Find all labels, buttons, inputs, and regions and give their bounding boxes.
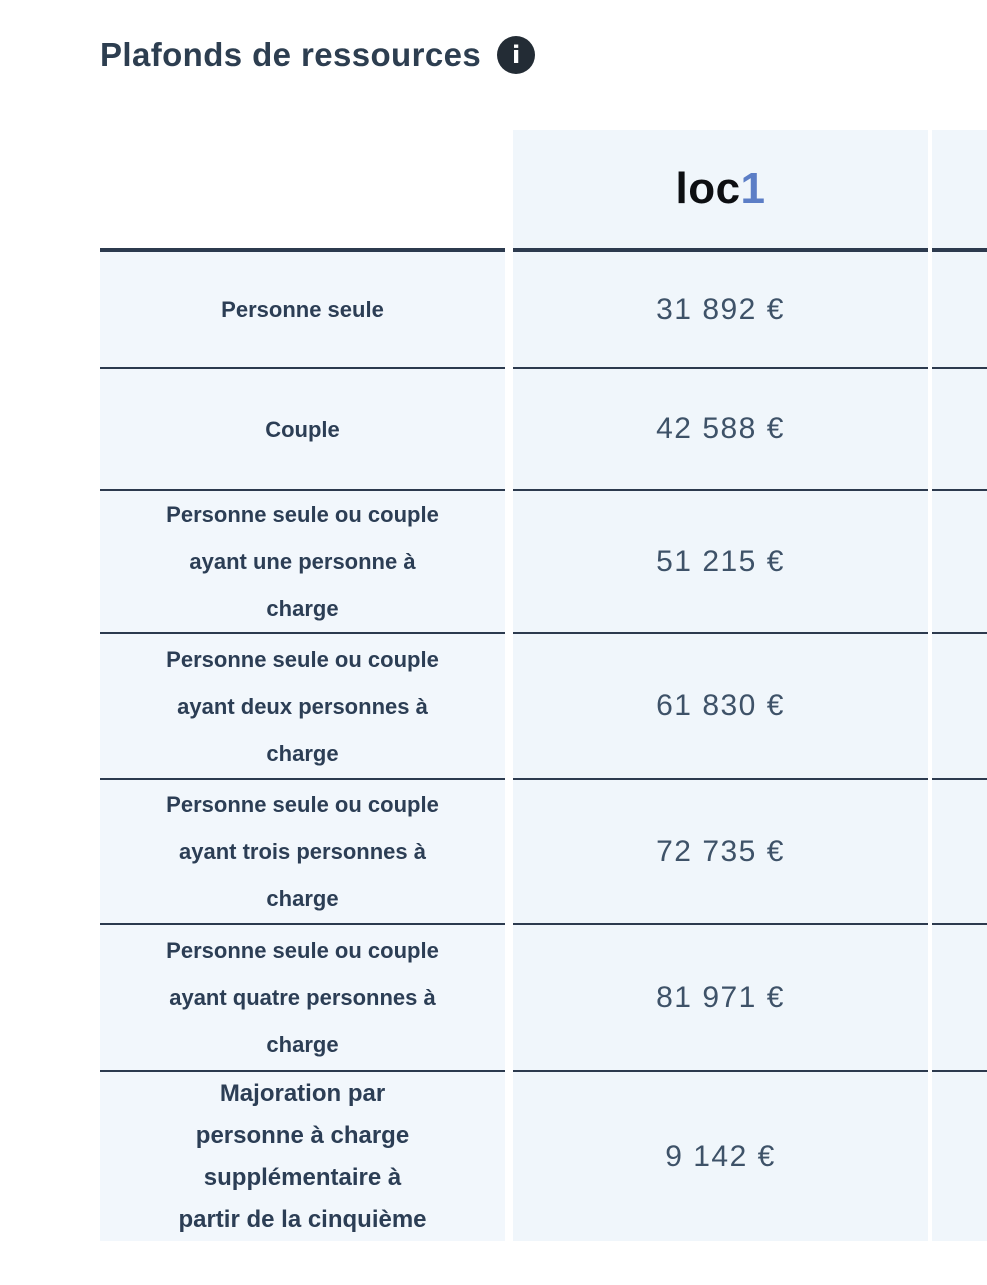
row-label-line: supplémentaire à xyxy=(203,1163,402,1191)
row-value xyxy=(513,252,928,369)
row-value-text: 42 588 € xyxy=(656,412,785,445)
table-row xyxy=(100,780,987,925)
table-row xyxy=(100,925,987,1072)
row-edge-partial xyxy=(932,1072,987,1241)
row-label-line: ayant deux personnes à xyxy=(177,693,428,719)
info-icon[interactable]: i xyxy=(497,36,535,74)
row-label-line: Personne seule ou couple xyxy=(166,938,439,963)
row-label-line: ayant trois personnes à xyxy=(179,839,426,864)
row-edge-partial xyxy=(932,634,987,780)
row-value xyxy=(513,369,928,491)
row-value-text: 61 830 € xyxy=(656,689,785,722)
row-label-line: Majoration par xyxy=(219,1079,386,1107)
column-header-loc1 xyxy=(513,130,928,252)
row-value xyxy=(513,780,928,925)
row-label-line: ayant une personne à xyxy=(189,549,416,574)
title-row xyxy=(100,36,535,74)
page-title: Plafonds de ressources xyxy=(100,36,482,73)
row-label xyxy=(100,780,505,925)
row-value-text: 9 142 € xyxy=(665,1139,776,1173)
row-label-line: ayant quatre personnes à xyxy=(169,985,436,1010)
row-label-line: Personne seule ou couple xyxy=(166,646,439,672)
table-row xyxy=(100,634,987,780)
row-label-line: Couple xyxy=(265,416,340,442)
row-label xyxy=(100,252,505,369)
row-label-line: Personne seule ou couple xyxy=(166,792,439,817)
row-value xyxy=(513,491,928,634)
row-label-line: personne à charge xyxy=(195,1121,410,1149)
column-header-loc1-prefix: loc xyxy=(675,164,741,213)
table-row xyxy=(100,491,987,634)
row-label-line: charge xyxy=(266,596,339,621)
table-row xyxy=(100,1072,987,1241)
row-label-line: charge xyxy=(266,740,339,766)
row-label xyxy=(100,369,505,491)
row-label-line: charge xyxy=(266,886,339,911)
row-label-line: partir de la cinquième xyxy=(178,1205,427,1233)
row-value-text: 72 735 € xyxy=(656,834,785,868)
row-edge-partial xyxy=(932,252,987,369)
column-header-next-partial xyxy=(932,130,987,252)
row-label-line: charge xyxy=(266,1032,339,1057)
row-value-text: 31 892 € xyxy=(656,292,785,326)
row-value xyxy=(513,634,928,780)
row-label xyxy=(100,1072,505,1241)
row-value-text: 81 971 € xyxy=(656,980,785,1014)
row-value-text: 51 215 € xyxy=(656,544,785,578)
row-value xyxy=(513,1072,928,1241)
row-label xyxy=(100,925,505,1072)
column-header-loc1-number: 1 xyxy=(740,164,766,213)
resource-ceilings-table xyxy=(100,130,987,1241)
column-header-empty xyxy=(100,130,505,252)
row-edge-partial xyxy=(932,369,987,491)
row-edge-partial xyxy=(932,491,987,634)
row-label-line: Personne seule xyxy=(221,297,384,322)
row-label xyxy=(100,491,505,634)
row-label-line: Personne seule ou couple xyxy=(166,502,439,527)
table-header-row xyxy=(100,130,987,252)
table-row xyxy=(100,369,987,491)
table-row xyxy=(100,252,987,369)
row-edge-partial xyxy=(932,780,987,925)
row-edge-partial xyxy=(932,925,987,1072)
row-value xyxy=(513,925,928,1072)
row-label xyxy=(100,634,505,780)
